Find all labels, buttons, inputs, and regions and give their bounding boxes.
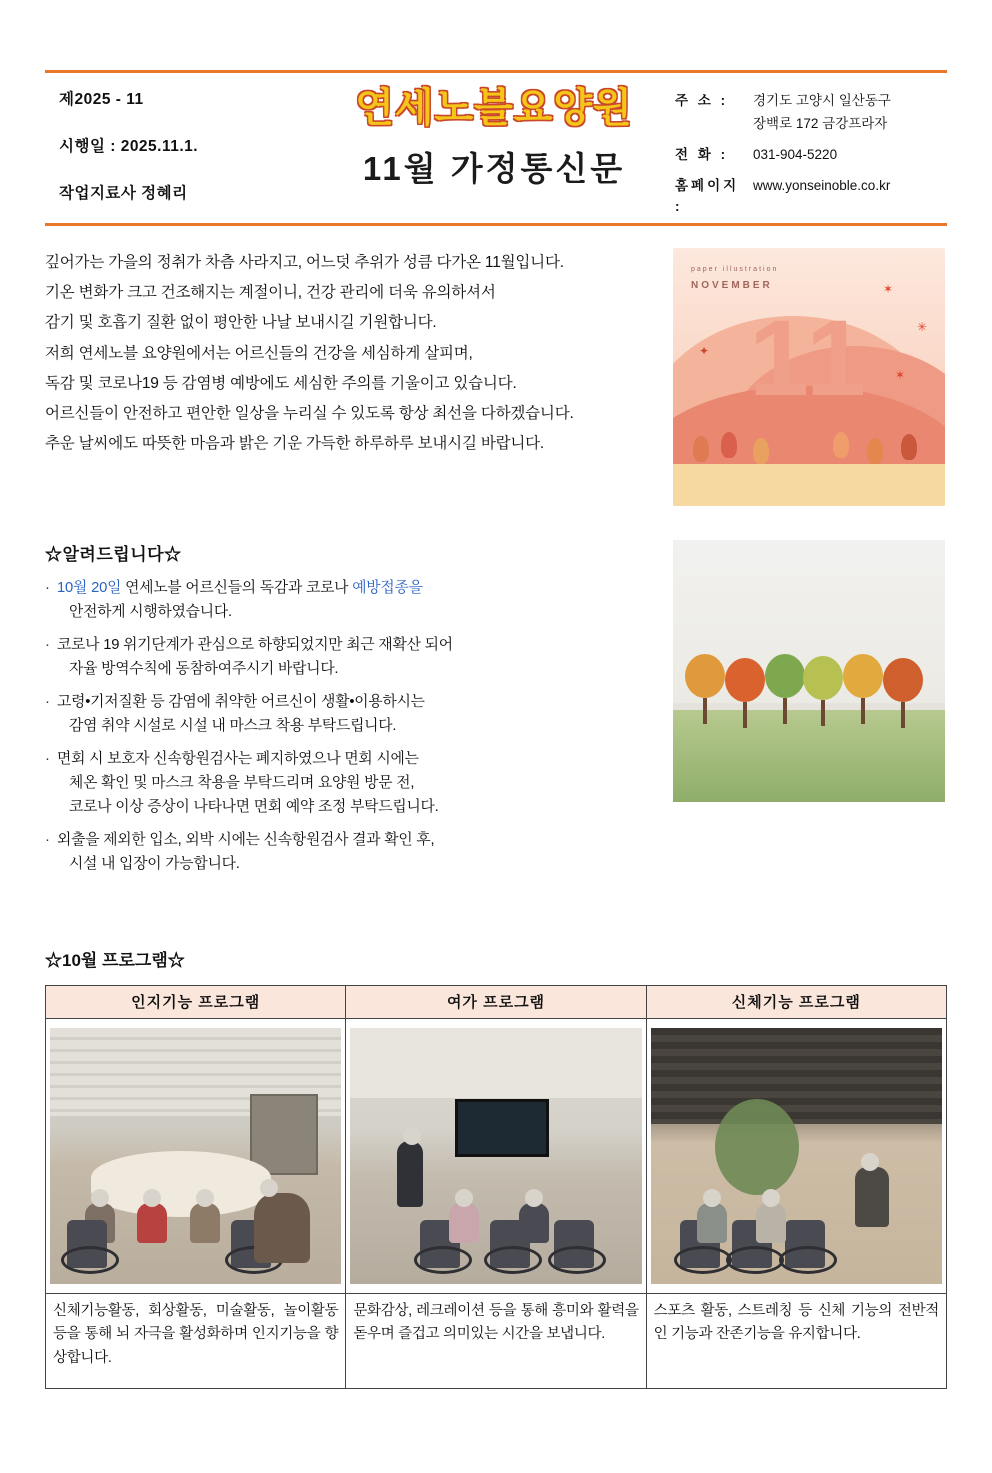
phone-label: 전 화 : [675,146,729,162]
homepage-label: 홈페이지 : [675,177,740,214]
bullet-icon: · [45,831,50,848]
issue-number: 제2025 - 11 [59,91,144,108]
masthead [45,70,947,226]
newsletter-page [0,70,992,1473]
tree-icon [765,654,805,724]
address-row [675,91,947,112]
notice-text: 감염 취약 시설로 시설 내 마스크 착용 부탁드립니다. [69,717,397,734]
intro-section [45,248,947,506]
illustration-month: NOVEMBER [691,279,773,291]
tree-icon [803,656,843,726]
page-subtitle: 11월 가정통신문 [362,150,626,187]
list-item [45,691,665,739]
illustration-caption-small: paper illustration [691,266,779,273]
photo-cell-leisure [346,1018,646,1293]
intro-line: 독감 및 코로나19 등 감염병 예방에도 세심한 주의를 기울이고 있습니다. [45,374,517,392]
table-header-row [46,985,947,1018]
page-title: 연세노블요양원 [355,86,633,130]
autumn-trees-illustration [673,540,945,802]
star-icon: ✦ [699,344,710,358]
notice-text: 코로나 19 위기단계가 관심으로 하향되었지만 최근 재확산 되어 [57,636,453,653]
homepage-row [675,176,947,218]
table-photo-row [46,1018,947,1293]
notice-text: 자율 방역수칙에 동참하여주시기 바랍니다. [69,660,339,677]
column-header-leisure: 여가 프로그램 [346,985,646,1018]
photo-cell-cognitive [46,1018,346,1293]
program-desc-cognitive: 신체기능활동, 회상활동, 미술활동, 놀이활동 등을 통해 뇌 자극을 활성화하며 인지기능을 향상합니다. [46,1293,346,1388]
intro-line: 기온 변화가 크고 건조해지는 계절이니, 건강 관리에 더욱 유의하셔서 [45,284,496,302]
author: 작업지료사 정혜리 [59,185,188,202]
notice-text: 연세노블 어르신들의 독감과 코로나 [121,580,353,596]
notice-text: 코로나 이상 증상이 나타나면 면회 예약 조정 부탁드립니다. [69,798,439,815]
address-line-2: 장백로 172 금강프라자 [753,115,888,131]
program-table [45,985,947,1389]
photo-cell-physical [646,1018,946,1293]
star-icon: ✶ [894,368,905,382]
column-header-cognitive: 인지기능 프로그램 [46,985,346,1018]
november-illustration [673,248,945,506]
phone-row [675,145,947,166]
masthead-center [313,73,675,223]
notice-text: 시설 내 입장이 가능합니다. [69,855,240,872]
contact-block [675,73,947,223]
intro-text [45,248,665,460]
notice-section [45,540,947,886]
program-photo-leisure [350,1028,641,1284]
illustration-caption [691,264,778,295]
table-desc-row [46,1293,947,1388]
notice-text: 안전하게 시행하였습니다. [69,603,232,620]
issue-date: 시행일 : 2025.11.1. [59,138,199,155]
program-photo-cognitive [50,1028,341,1284]
program-photo-physical [651,1028,942,1284]
illustration-number: 11 [748,297,870,418]
bullet-icon: · [45,750,50,767]
tree-icon [685,654,725,724]
masthead-left [45,73,313,223]
bullet-icon: · [45,636,50,653]
address-label: 주 소 : [675,93,729,108]
intro-line: 어르신들이 안전하고 편안한 일상을 누리실 수 있도록 항상 최선을 다하겠습니다. [45,405,574,423]
notice-text: 고령•기저질환 등 감염에 취약한 어르신이 생활•이용하시는 [57,693,425,710]
intro-line: 감기 및 호흡기 질환 없이 평안한 나날 보내시길 기원합니다. [45,314,437,332]
list-item [45,829,665,877]
star-icon: ✶ [882,282,893,296]
tree-icon [883,658,923,728]
bullet-icon: · [45,693,50,710]
notice-list [45,577,665,877]
column-header-physical: 신체기능 프로그램 [646,985,946,1018]
program-desc-leisure: 문화감상, 레크레이션 등을 통해 흥미와 활력을 돋우며 즐겁고 의미있는 시간을 보냅니다. [346,1293,646,1388]
notice-text: 체온 확인 및 마스크 착용을 부탁드리며 요양원 방문 전, [69,774,415,791]
homepage-value[interactable]: www.yonseinoble.co.kr [753,177,891,193]
list-item [45,577,665,625]
intro-line: 저희 연세노블 요양원에서는 어르신들의 건강을 세심하게 살피며, [45,344,473,362]
phone-value: 031-904-5220 [753,146,838,162]
list-item [45,748,665,820]
notice-highlight: 10월 20일 [57,580,122,596]
tree-icon [843,654,883,724]
bullet-icon: · [45,580,50,596]
notice-highlight: 예방접종을 [352,580,423,596]
program-title: ☆10월 프로그램☆ [45,950,185,970]
notice-text: 외출을 제외한 입소, 외박 시에는 신속항원검사 결과 확인 후, [57,831,435,848]
address-line-1: 경기도 고양시 일산동구 [753,93,891,108]
notice-left [45,540,665,886]
list-item [45,634,665,682]
tree-icon [725,658,765,728]
star-icon: ✳ [916,320,927,334]
notice-text: 면회 시 보호자 신속항원검사는 폐지하였으나 면회 시에는 [57,750,419,767]
intro-line: 깊어가는 가을의 정취가 차츰 사라지고, 어느덧 추위가 성큼 다가온 11월입니다. [45,254,564,271]
intro-line: 추운 날씨에도 따뜻한 마음과 밝은 기운 가득한 하루하루 보내시길 바랍니다. [45,435,545,453]
program-desc-physical: 스포츠 활동, 스트레칭 등 신체 기능의 전반적인 기능과 잔존기능을 유지합니다. [646,1293,946,1388]
notice-title: ☆알려드립니다☆ [45,545,182,564]
